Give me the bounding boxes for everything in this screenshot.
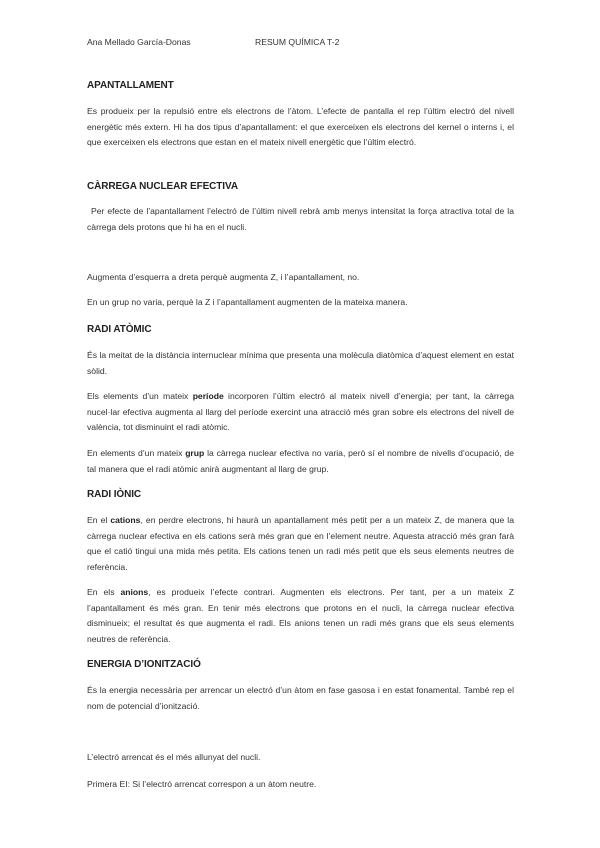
paragraph-ionitzacio-3: Primera EI: Si l’electró arrencat correspon a un àtom neutre.	[87, 779, 317, 789]
text-run: En elements d’un mateix	[87, 448, 186, 458]
paragraph-carrega-2: Augmenta d’esquerra a dreta perquè augmenta Z, i l’apantallament, no.	[87, 272, 360, 282]
heading-radi-atomic: RADI ATÒMIC	[87, 324, 152, 335]
paragraph-carrega-3: En un grup no varia, perquè la Z i l’apantallament augmenten de la mateixa manera.	[87, 297, 408, 307]
text-run: En el	[87, 515, 111, 525]
text-run: Els elements d’un mateix	[87, 391, 193, 401]
paragraph-radi-ionic-1	[87, 513, 514, 575]
text-run: En els	[87, 587, 121, 597]
heading-apantallament: APANTALLAMENT	[87, 80, 174, 91]
text-run: incorporen l’últim electró al mateix nivell d’energia; per tant, la càrrega nucel·lar efectiva augmenta al llarg del període exercint una atracció més gran sobre els electrons del nivell de valència, tot disminuint el radi atòmic.	[87, 391, 514, 432]
header-author: Ana Mellado García-Donas	[87, 37, 191, 47]
heading-carrega-nuclear: CÀRREGA NUCLEAR EFECTIVA	[87, 181, 238, 192]
header-title: RESUM QUÍMICA T-2	[255, 37, 340, 47]
text-run: , es produeix l’efecte contrari. Augmenten els electrons. Per tant, per a un mateix Z l’apantallament és més gran. En tenir més electrons que protons en el nucli, la càrrega nuclear efectiva disminueix; el resultat és que augmenta el radi. Els anions tenen un radi més grans que els seus elements neutres de referència.	[87, 587, 514, 644]
paragraph-radi-atomic-1: És la meitat de la distància internuclear mínima que presenta una molècula diatòmica d’aquest element en estat sòlid.	[87, 350, 514, 376]
paragraph-carrega-1: Per efecte de l’apantallament l’electró de l’últim nivell rebrà amb menys intensitat la força atractiva total de la càrrega dels protons que hi ha en el nucli.	[87, 206, 514, 232]
paragraph-radi-atomic-3	[87, 446, 514, 477]
text-run: , en perdre electrons, hi haurà un apantallament més petit per a un mateix Z, de manera que la càrrega nuclear efectiva en els cations serà més gran que en l’element neutre. Aquesta atracció més gran farà que el catió tingui una mida més petita. Els cations tenen un radi més petit que els seus elements neutres de referència.	[87, 515, 514, 572]
paragraph-radi-ionic-2	[87, 585, 514, 647]
emphasis-periode: període	[192, 391, 224, 401]
paragraph-apantallament: Es produeix per la repulsió entre els electrons de l’àtom. L’efecte de pantalla el rep l’últim electró del nivell energètic més extern. Hi ha dos tipus d’apantallament: el que exerceixen els electrons del kernel o interns i, el que exerceixen els electrons que estan en el mateix nivell energètic que l’últim electró.	[87, 106, 514, 147]
heading-energia-ionitzacio: ENERGIA D’IONITZACIÓ	[87, 659, 201, 670]
paragraph-ionitzacio-1: És la energia necessària per arrencar un electró d’un àtom en fase gasosa i en estat fonamental. També rep el nom de potencial d’ionització.	[87, 685, 514, 711]
paragraph-ionitzacio-2: L’electró arrencat és el més allunyat del nucli.	[87, 752, 261, 762]
paragraph-radi-atomic-2	[87, 389, 514, 436]
emphasis-cations: cations	[110, 515, 141, 525]
heading-radi-ionic: RADI IÒNIC	[87, 489, 142, 500]
emphasis-grup: grup	[185, 448, 205, 458]
text-run: la càrrega nuclear efectiva no varia, però sí el nombre de nivells d’ocupació, de tal manera que el radi atòmic anirà augmentant al llarg de grup.	[87, 448, 514, 474]
emphasis-anions: anions	[120, 587, 149, 597]
page-header	[87, 37, 340, 47]
